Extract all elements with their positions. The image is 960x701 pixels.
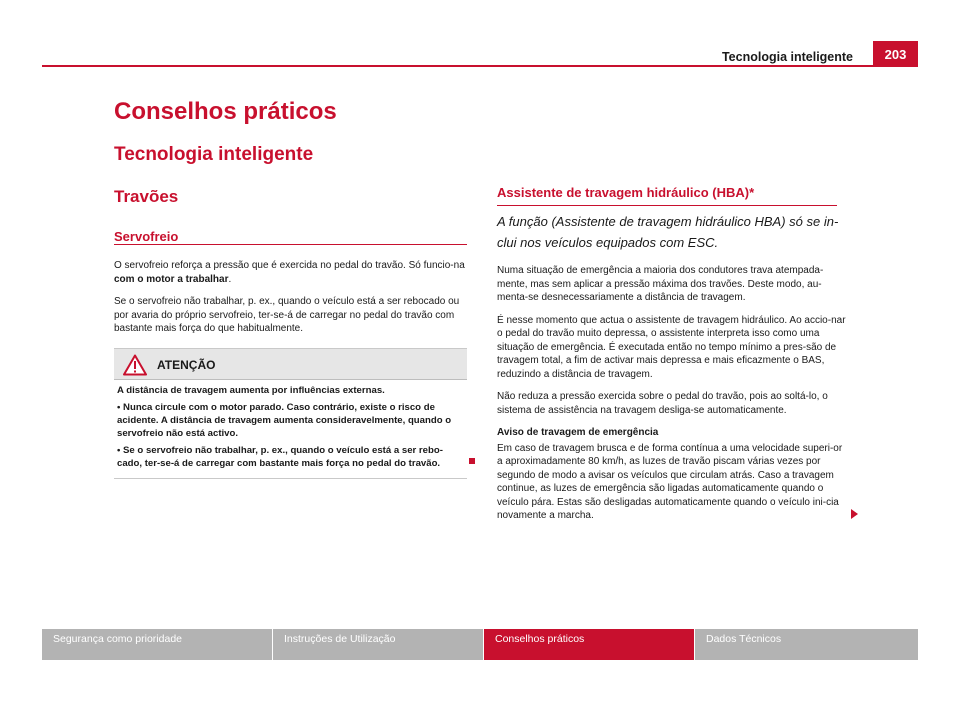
footer-nav [42,629,918,660]
left-column [114,259,467,345]
warning-item-2: • Se o servofreio não trabalhar, p. ex., quando o veículo está a ser rebo-cado, ter-se-á de carregar com bastante mais força no pedal do travão. [117,445,443,469]
tab-seguranca[interactable]: Segurança como prioridade [42,629,272,660]
warning-triangle-icon [123,354,147,376]
warning-body [114,380,467,478]
servofreio-paragraph-2: Se o servofreio não trabalhar, p. ex., quando o veículo está a ser rebocado ou por avaria do próprio servofreio, ter-se-á de carregar no pedal do travão com bastante mais força do que habitualmente. [114,296,460,334]
warning-lead: A distância de travagem aumenta por influências externas. [117,385,385,396]
subsection-title: Travões [114,187,179,206]
p1-end: . [228,273,232,285]
warning-box [114,348,467,479]
section-end-icon [469,458,475,464]
header-rule [42,65,918,67]
warning-title: ATENÇÃO [157,358,216,372]
page-number: 203 [873,41,918,67]
warning-header [114,349,467,380]
tab-dados-tecnicos[interactable]: Dados Técnicos [695,629,918,660]
tab-instrucoes[interactable]: Instruções de Utilização [273,629,483,660]
topic-rule [114,244,467,245]
running-title: Tecnologia inteligente [721,50,853,64]
warning-item-1: • Nunca circule com o motor parado. Caso contrário, existe o risco de acidente. A distância de travagem aumenta consideravelmente, quando o servofreio não está activo. [117,402,452,439]
section-title: Tecnologia inteligente [114,144,314,165]
right-column [497,264,847,532]
p1-text: O servofreio reforça a pressão que é exercida no pedal do travão. Só funcio-na [114,260,465,271]
hba-title: Assistente de travagem hidráulico (HBA)* [497,185,755,200]
servofreio-paragraph-1 [114,259,467,286]
hba-intro: A função (Assistente de travagem hidráulico HBA) só se in-clui nos veículos equipados com ESC. [497,214,839,250]
p1-emphasis: com o motor a trabalhar [114,273,229,285]
hba-paragraph-1: Numa situação de emergência a maioria dos condutores trava atempada-mente, mas sem aplicar a pressão máxima dos travões. Deste modo, au-menta-se desnecessariamente a distância de travagem. [497,265,824,303]
chapter-title: Conselhos práticos [114,98,337,125]
topic-title: Servofreio [114,229,179,244]
continue-arrow-icon [851,509,858,519]
hba-paragraph-4: Em caso de travagem brusca e de forma contínua a uma velocidade superi-or a aproximadamente 80 km/h, as luzes de travão piscam várias vezes por segundo de modo a avisar os veículos que circulam atrás. Caso a travagem continue, as luzes de emergência são ligadas automaticamente quando o veículo pára. Estas são desligadas automaticamente quando o veículo ini-cia novamente a marcha. [497,442,843,521]
hba-paragraph-3: Não reduza a pressão exercida sobre o pedal do travão, pois ao soltá-lo, o sistema de assistência na travagem desliga-se automaticamente. [497,391,828,416]
hba-rule [497,205,837,206]
tab-conselhos[interactable]: Conselhos práticos [484,629,694,660]
hba-paragraph-2: É nesse momento que actua o assistente de travagem hidráulico. Ao accio-nar o pedal do travão muito depressa, o assistente interpreta isso como uma situação de emergência. É executada então no tempo mínimo a pres-são de travagem total, a fim de activar mais depressa e mais eficazmente o BAS, reduzindo a distância de travagem. [497,314,846,380]
emergency-subheading: Aviso de travagem de emergência [497,427,659,438]
